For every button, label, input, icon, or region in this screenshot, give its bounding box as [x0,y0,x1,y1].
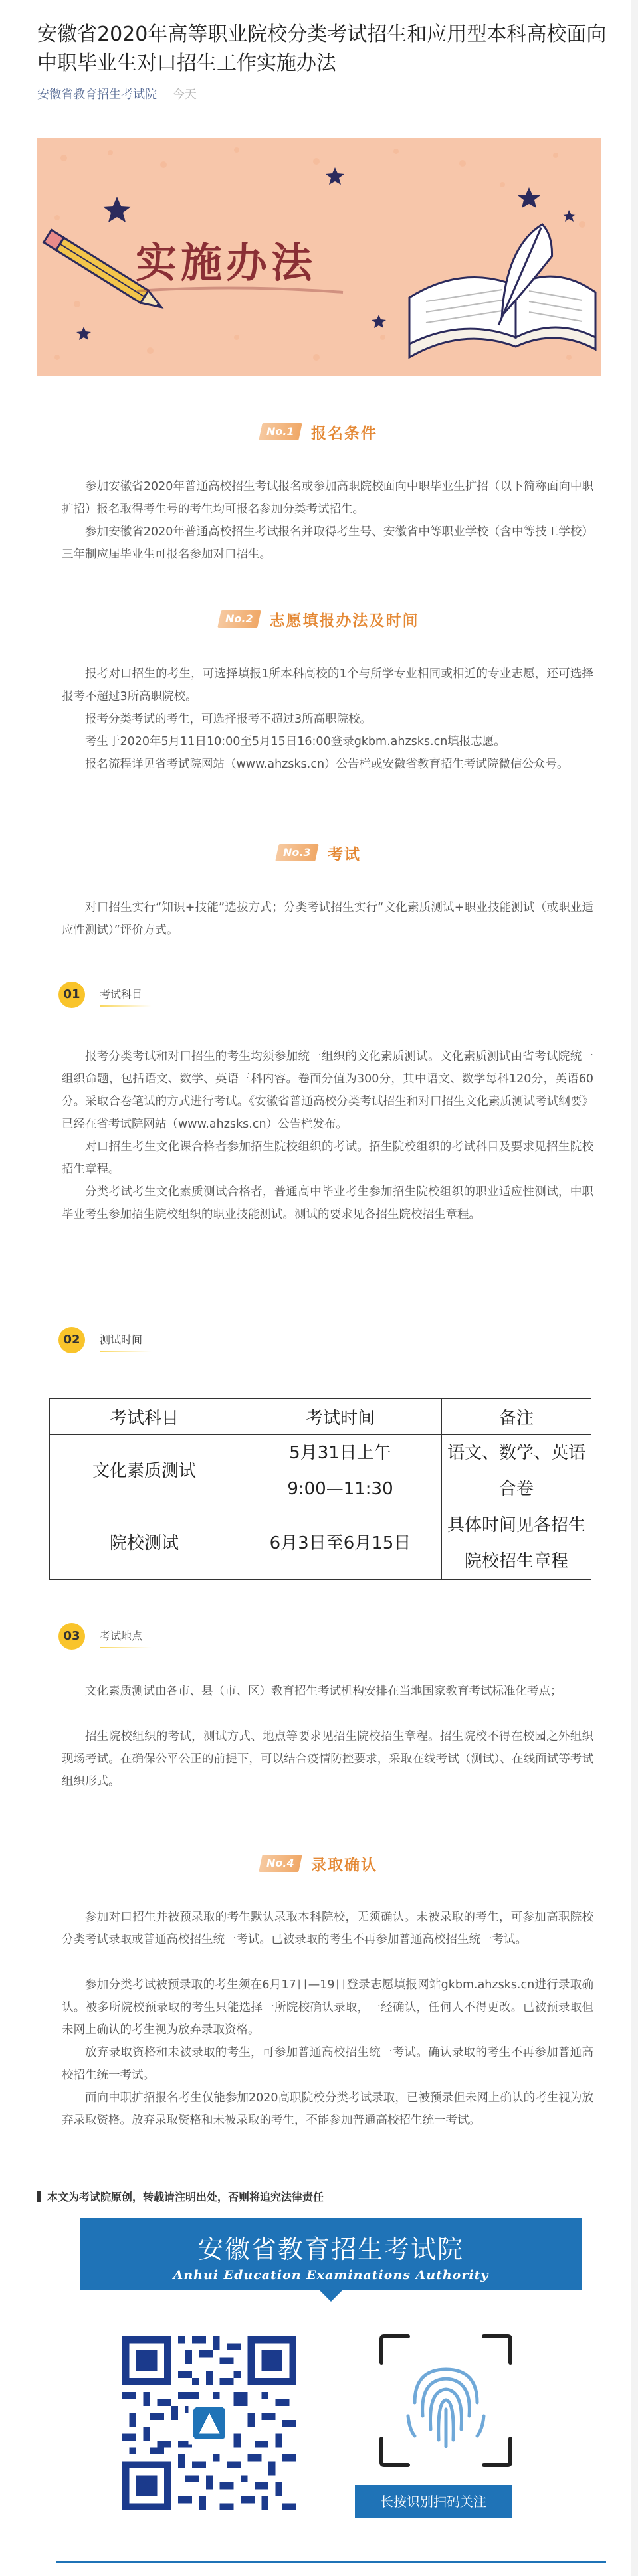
org-name-cn: 安徽省教育招生考试院 [197,2235,464,2264]
account-name-link[interactable]: 安徽省教育招生考试院 [37,88,157,102]
publish-time: 今天 [172,88,197,102]
paragraph: 报名流程详见省考试院网站（www.ahzsks.cn）公告栏或安徽省教育招生考试院微信公众号。 [85,758,569,771]
subsection-heading-1 [58,980,142,1009]
section-heading-1 [0,418,638,445]
table-header-row [50,1399,591,1435]
hero-title: 实施办法 [136,238,317,287]
subsection-number: 01 [58,982,85,1008]
section-heading-3 [0,839,638,866]
scrollbar[interactable] [631,0,638,2576]
paragraph: 对口招生考生文化课合格者参加招生院校组织的考试。招生院校组织的考试科目及要求见招生院校招生章程。 [62,1140,593,1176]
subsection-label: 考试地点 [100,1628,142,1646]
section-number-badge: No.3 [275,844,319,861]
table-cell-time: 6月3日至6月15日 [239,1507,442,1580]
section-number-badge: No.2 [217,610,261,628]
copyright-notice [37,2189,609,2204]
paragraph: 报考分类考试和对口招生的考生均须参加统一组织的文化素质测试。文化素质测试由省考试院统一组织命题，包括语文、数学、英语三科内容。卷面分值为300分，其中语文、数学每科120分，英语60分。采取合卷笔试的方式进行考试。《安徽省普通高校分类考试招生和对口招生文化素质测试考试纲要》已经在省考试院网站（www.ahzsks.cn）公告栏发布。 [62,1050,593,1131]
subsection-label: 测试时间 [100,1331,142,1349]
paragraph: 考生于2020年5月11日10:00至5月15日16:00登录gkbm.ahzsks.cn填报志愿。 [85,735,506,748]
notice-text: 本文为考试院原创，转载请注明出处，否则将追究法律责任 [47,2191,324,2203]
time-line: 5月31日上午 [289,1443,391,1463]
section-heading-2 [0,606,638,632]
section-title: 录取确认 [311,1856,377,1874]
table-cell-note [442,1507,591,1580]
paragraph: 招生院校组织的考试，测试方式、地点等要求见招生院校招生章程。招生院校不得在校园之外组织现场考试。在确保公平公正的前提下，可以结合疫情防控要求，采取在线考试（测试）、在线面试等考试组织形式。 [62,1730,593,1788]
subsection-heading-3 [58,1622,142,1651]
subsection-label: 考试科目 [100,986,142,1004]
section-title: 报名条件 [311,424,377,442]
subsection-number: 03 [58,1623,85,1650]
note-line: 语文、数学、英语 [447,1443,585,1463]
table-header-cell: 考试时间 [239,1399,442,1435]
paragraph: 文化素质测试由各市、县（市、区）教育招生考试机构安排在当地国家教育考试标准化考点； [85,1685,562,1698]
section-number-badge: No.4 [259,1855,302,1872]
note-line: 合卷 [498,1479,534,1499]
article-title: 安徽省2020年高等职业院校分类考试招生和应用型本科高校面向中职毕业生对口招生工作实施办法 [37,23,607,75]
paragraph: 分类考试考生文化素质测试合格者，普通高中毕业考生参加招生院校组织的职业适应性测试，中职毕业考生参加招生院校组织的职业技能测试。测试的要求见各招生院校招生章程。 [62,1185,593,1221]
banner-pointer [319,2290,343,2302]
paragraph: 参加对口招生并被预录取的考生默认录取本科院校，无须确认。未被录取的考生，可参加高职院校分类考试录取或普通高校招生统一考试。已被录取的考生不再参加普通高校招生统一考试。 [62,1911,593,1946]
subsection-heading-2 [58,1326,142,1355]
paragraph: 面向中职扩招报名考生仅能参加2020高职院校分类考试录取，已被预录但未网上确认的考生视为放弃录取资格。放弃录取资格和未被录取的考生，不能参加普通高校招生统一考试。 [62,2091,593,2127]
note-line: 院校招生章程 [464,1551,568,1571]
subsection-number: 02 [58,1327,85,1353]
table-header-cell: 考试科目 [50,1399,239,1435]
paragraph: 报考分类考试的考生，可选择报考不超过3所高职院校。 [85,713,372,726]
table-cell-subject: 院校测试 [50,1507,239,1580]
table-cell-time [239,1435,442,1507]
paragraph: 放弃录取资格和未被录取的考生，可参加普通高校招生统一考试。确认录取的考生不再参加普通高校招生统一考试。 [62,2046,593,2082]
table-row [50,1435,591,1507]
table-cell-note [442,1435,591,1507]
exam-schedule-table [49,1398,591,1580]
paragraph: 参加分类考试被预录取的考生须在6月17日—19日登录志愿填报网站gkbm.ahzsks.cn进行录取确认。被多所院校预录取的考生只能选择一所院校确认录取，一经确认，任何人不得更改。已被预录取但未网上确认的考生视为放弃录取资格。 [62,1978,593,2037]
hero-banner [37,138,601,376]
table-cell-subject: 文化素质测试 [50,1435,239,1507]
notice-bar [37,2191,41,2202]
qr-code-image[interactable] [122,2336,296,2510]
note-line: 具体时间见各招生 [447,1515,585,1535]
section-title: 志愿填报办法及时间 [269,612,419,630]
section-title: 考试 [328,845,361,863]
table-header-cell: 备注 [442,1399,591,1435]
section-number-badge: No.1 [259,423,302,440]
time-line: 9:00—11:30 [287,1479,393,1499]
hero-illustration [37,138,601,376]
paragraph: 参加安徽省2020年普通高校招生考试报名或参加高职院校面向中职毕业生扩招（以下简称面向中职扩招）报名取得考生号的考生均可报名参加分类考试招生。 [62,480,593,516]
paragraph: 报考对口招生的考生，可选择填报1所本科高校的1个与所学专业相同或相近的专业志愿，还可选择报考不超过3所高职院校。 [62,667,593,703]
org-name-en: Anhui Education Examinations Authority [173,2268,489,2282]
scan-follow-button[interactable]: 长按识别扫码关注 [355,2485,512,2518]
paragraph: 对口招生实行“知识+技能”选拔方式；分类考试招生实行“文化素质测试+职业技能测试（或职业适应性测试）”评价方式。 [62,901,593,937]
section-heading-4 [0,1850,638,1877]
footer-card [56,2218,606,2563]
table-row [50,1507,591,1580]
paragraph: 参加安徽省2020年普通高校招生考试报名并取得考生号、安徽省中等职业学校（含中等技工学校）三年制应届毕业生可报名参加对口招生。 [62,525,593,561]
org-banner [80,2218,582,2290]
fingerprint-scan-icon[interactable] [375,2330,517,2472]
article-meta [37,85,197,102]
footer-divider [56,2561,606,2563]
